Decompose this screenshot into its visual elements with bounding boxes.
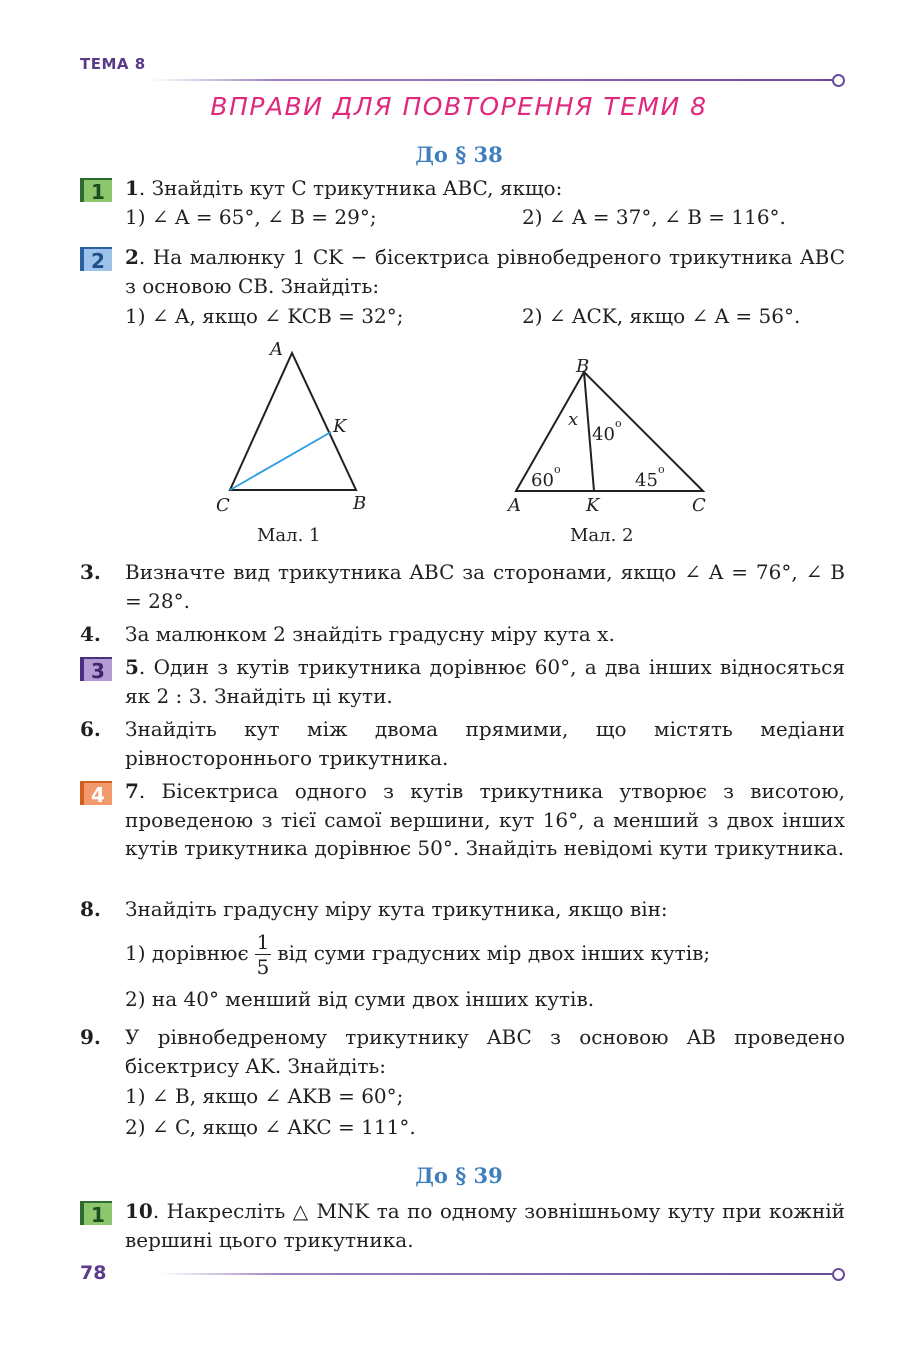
exercise-8-number: 8. (80, 897, 101, 921)
label-a2: A (508, 495, 521, 516)
exercise-9-number: 9. (80, 1025, 101, 1049)
figure-2-caption: Мал. 2 (570, 525, 634, 546)
section-heading-38: До § 38 (415, 142, 503, 167)
exercise-8-option-1-post: від суми градусних мір двох інших кутів; (277, 940, 711, 965)
fraction-numerator: 1 (256, 929, 270, 954)
exercise-7-text: . Бісектриса одного з кутів трикутника утворює з висотою, проведеною з тієї самої вершини, кут 16°, а менший з двох інших кутів трикутника дорівнює 50°. Знайдіть невідомі кути трикутника. (125, 779, 845, 860)
exercise-9-option-1: 1) ∠ B, якщо ∠ AKB = 60°; (125, 1084, 404, 1108)
exercise-8 (125, 895, 845, 1013)
label-x: x (568, 409, 579, 430)
exercise-5-text: . Один з кутів трикутника дорівнює 60°, а два інших відносяться як 2 : 3. Знайдіть ці кути. (125, 655, 845, 708)
exercise-8-option-1 (125, 930, 845, 979)
exercise-10-number: 10 (125, 1199, 153, 1223)
angle-45-deg: o (658, 463, 665, 476)
exercise-2-option-1: 1) ∠ A, якщо ∠ KCB = 32°; (125, 304, 404, 328)
exercise-5 (125, 653, 845, 710)
page-number: 78 (80, 1262, 107, 1284)
fraction-one-fifth (255, 930, 272, 979)
fraction-denominator: 5 (256, 954, 270, 979)
exercise-2-number: 2 (125, 245, 139, 269)
exercise-7 (125, 777, 845, 863)
exercise-2 (125, 243, 845, 331)
exercise-2-options (125, 302, 845, 331)
exercise-10-text: . Накресліть △ MNK та по одному зовнішньому куту при кожній вершині цього трикутника. (125, 1199, 845, 1252)
exercise-8-text: Знайдіть градусну міру кута трикутника, якщо він: (125, 897, 668, 921)
exercise-8-option-1-pre: 1) дорівнює (125, 940, 249, 965)
exercise-1-option-2: 2) ∠ A = 37°, ∠ B = 116°. (522, 204, 786, 229)
footer-rule-end (832, 1268, 845, 1281)
angle-40: 40 (592, 424, 615, 445)
exercise-2-option-2: 2) ∠ ACK, якщо ∠ A = 56°. (522, 304, 801, 328)
exercise-5-number: 5 (125, 655, 139, 679)
bisector-ck (230, 432, 331, 490)
section-heading-39: До § 39 (415, 1163, 503, 1188)
angle-40-deg: o (615, 417, 622, 430)
label-b2: B (576, 356, 590, 377)
exercise-4-number: 4. (80, 622, 101, 646)
footer-rule (160, 1273, 832, 1275)
label-k2: K (586, 495, 600, 516)
figure-1 (200, 335, 400, 550)
exercise-4-text: За малюнком 2 знайдіть градусну міру кута x. (125, 622, 615, 646)
level-badge-2: 2 (80, 247, 112, 271)
exercise-10 (125, 1197, 845, 1254)
exercise-9 (125, 1023, 845, 1141)
exercise-1 (125, 174, 845, 231)
exercise-3-text: Визначте вид трикутника ABC за сторонами, якщо ∠ A = 76°, ∠ B = 28°. (125, 560, 845, 613)
label-k: K (333, 416, 347, 437)
exercise-1-question: . Знайдіть кут C трикутника ABC, якщо: (138, 176, 563, 200)
level-badge-1: 1 (80, 178, 112, 202)
label-b: B (353, 493, 367, 514)
level-badge-4: 4 (80, 781, 112, 805)
page-title: ВПРАВИ ДЛЯ ПОВТОРЕННЯ ТЕМИ 8 (210, 92, 708, 121)
label-c2: C (692, 495, 706, 516)
header-rule-end (832, 74, 845, 87)
exercise-2-question: . На малюнку 1 CK − бісектриса рівнобедреного трикутника ABC з основою CB. Знайдіть: (125, 245, 845, 298)
header-rule (150, 79, 832, 81)
topic-label: ТЕМА 8 (80, 55, 146, 73)
exercise-9-option-2: 2) ∠ C, якщо ∠ AKC = 111°. (125, 1114, 416, 1139)
exercise-6-number: 6. (80, 717, 101, 741)
level-badge-1-second: 1 (80, 1201, 112, 1225)
exercise-8-option-2: 2) на 40° менший від суми двох інших кутів. (125, 986, 595, 1011)
exercise-1-number: 1 (125, 176, 139, 200)
angle-60-deg: o (554, 463, 561, 476)
exercise-1-option-1: 1) ∠ A = 65°, ∠ B = 29°; (125, 204, 377, 229)
label-c: C (216, 495, 230, 516)
exercise-6-text: Знайдіть кут між двома прямими, що містять медіани рівностороннього трикутника. (125, 717, 845, 770)
label-a: A (270, 339, 283, 360)
exercise-9-text: У рівнобедреному трикутнику ABC з основою AB проведено бісектрису AK. Знайдіть: (125, 1025, 845, 1078)
exercise-3-number: 3. (80, 560, 101, 584)
angle-45: 45 (635, 470, 658, 491)
exercise-7-number: 7 (125, 779, 139, 803)
figure-1-caption: Мал. 1 (257, 525, 321, 546)
level-badge-3: 3 (80, 657, 112, 681)
exercise-1-text (125, 174, 845, 203)
exercise-1-options (125, 203, 845, 232)
figure-2 (500, 350, 725, 550)
exercise-2-text (125, 243, 845, 300)
angle-60: 60 (531, 470, 554, 491)
